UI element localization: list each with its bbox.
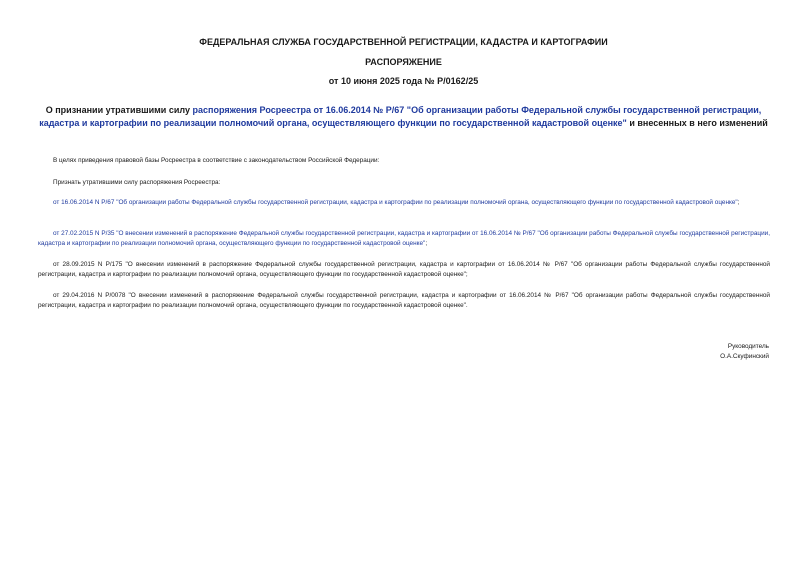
list-item: от 29.04.2016 N Р/0078 "О внесении изменений в распоряжение Федеральной службы государственной регистрации, кадастра и картографии от 16.06.2014 № Р/67 "Об организации работы Федеральной службы государственной регистрации, кадастра и картографии по реализации полномочий органа, осуществляющего функции по государственной кадастровой оценке". (38, 292, 770, 309)
declare-paragraph: Признать утратившими силу распоряжения Росреестра: (53, 179, 221, 186)
title-link[interactable]: распоряжения Росреестра от 16.06.2014 № Р/67 "Об организации работы Федеральной службы государственной регистрации, кадастра и картографии по реализации полномочий органа, осуществляющего функции по государственной кадастровой оценке" (39, 105, 762, 128)
agency-name: ФЕДЕРАЛЬНАЯ СЛУЖБА ГОСУДАРСТВЕННОЙ РЕГИСТРАЦИИ, КАДАСТРА И КАРТОГРАФИИ (199, 37, 608, 47)
intro-paragraph: В целях приведения правовой базы Росреестра в соответствие с законодательством Российской Федерации: (53, 157, 380, 164)
signature-position: Руководитель (727, 343, 769, 350)
list-item (38, 198, 770, 208)
title-prefix: О признании утратившими силу (45, 105, 193, 115)
signature-name: О.А.Скуфинский (720, 353, 769, 360)
title-suffix: и внесенных в него изменений (626, 117, 768, 128)
item-link[interactable]: от 27.02.2015 N Р/35 "О внесении изменений в распоряжение Федеральной службы государственной регистрации, кадастра и картографии от 16.06.2014 № Р/67 "Об организации работы Федеральной службы государственной регистрации, кадастра и картографии по реализации полномочий органа, осуществляющего функции по государственной кадастровой оценке" (38, 230, 770, 247)
list-item: от 28.09.2015 N Р/175 "О внесении изменений в распоряжение Федеральной службы государственной регистрации, кадастра и картографии от 16.06.2014 № Р/67 "Об организации работы Федеральной службы государственной регистрации, кадастра и картографии по реализации полномочий органа, осуществляющего функции по государственной кадастровой оценке"; (38, 261, 770, 278)
item-tail: ; (425, 240, 428, 247)
item-link[interactable]: от 16.06.2014 N Р/67 "Об организации работы Федеральной службы государственной регистрации, кадастра и картографии по реализации полномочий органа, осуществляющего функции по государственной кадастровой оценке" (53, 199, 738, 206)
document-date: от 10 июня 2025 года № Р/0162/25 (328, 76, 479, 86)
document-title (30, 104, 777, 129)
document-type: РАСПОРЯЖЕНИЕ (365, 57, 442, 67)
item-tail: ; (737, 199, 740, 206)
list-item (38, 229, 770, 249)
